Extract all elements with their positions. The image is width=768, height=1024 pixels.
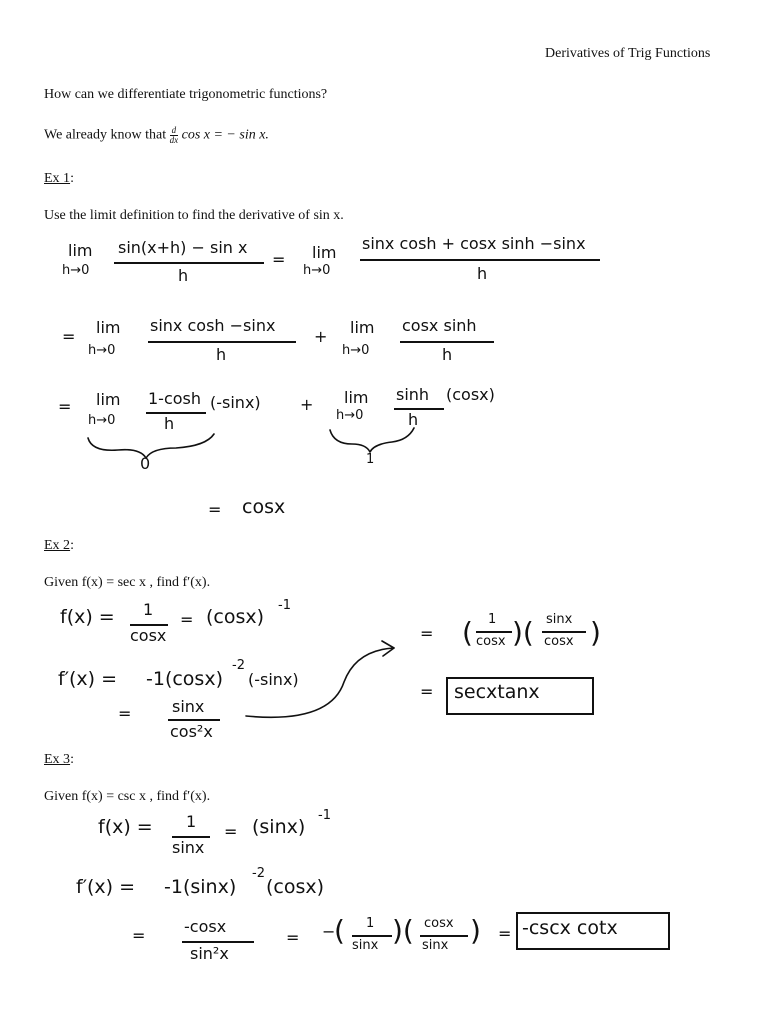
- ex3-step-num: -cosx: [184, 917, 227, 936]
- ex2-power-form: (cosx): [206, 606, 265, 628]
- ex2-neg-one: -1: [278, 598, 291, 613]
- ex1-label: Ex 1:: [44, 171, 74, 186]
- ex3-rhs-sinx-1: sinx: [352, 938, 379, 953]
- ex2-cosx-den: cosx: [130, 626, 167, 645]
- ex3-power-form: (sinx): [252, 816, 306, 838]
- ex2-rhs-paren-close: ): [590, 616, 601, 649]
- ex3-step-eq: =: [132, 926, 146, 945]
- ex1-line3-factor-a: (-sinx): [210, 393, 261, 412]
- ex3-answer: -cscx cotx: [522, 917, 618, 939]
- ex3-fprime-label: f′(x) =: [76, 876, 136, 898]
- ex1-lim-6: lim: [344, 388, 369, 407]
- ex2-step-num: sinx: [172, 697, 205, 716]
- ex2-rhs-paren-mid: )(: [512, 616, 534, 649]
- ex2-one: 1: [143, 600, 154, 619]
- ex2-fprime-tail: (-sinx): [248, 670, 299, 689]
- ex2-rhs-paren-open: (: [462, 616, 473, 649]
- ex1-lim-2: lim: [312, 243, 337, 262]
- ex1-line3-num-b: sinh: [396, 385, 430, 404]
- ex1-lim-5: lim: [96, 390, 121, 409]
- ex1-line2-num-a: sinx cosh −sinx: [150, 316, 276, 335]
- ex1-line1-eq: =: [272, 250, 286, 269]
- ex1-lim-sub-3: h→0: [88, 343, 116, 358]
- ex1-lim-sub-6: h→0: [336, 408, 364, 423]
- ex1-line3-num-a: 1-cosh: [148, 389, 202, 408]
- ex2-step-eq: =: [118, 704, 132, 723]
- ex2-eq-1: =: [180, 610, 194, 629]
- ex1-line1-den-right: h: [477, 264, 488, 283]
- ex1-line2-plus: +: [314, 327, 328, 346]
- ex2-f-label: f(x) =: [60, 606, 115, 628]
- ex2-rhs-sinx: sinx: [546, 612, 573, 627]
- ex1-line1-den-left: h: [178, 266, 189, 285]
- ex3-neg-one: -1: [318, 808, 331, 823]
- intro-question: How can we differentiate trigonometric functions?: [44, 87, 328, 102]
- underbrace-2-limit: [330, 428, 414, 452]
- ex1-line2-den-a: h: [216, 345, 227, 364]
- ex2-answer-eq: =: [420, 682, 434, 701]
- ex2-answer: secxtanx: [454, 681, 540, 703]
- ex1-line3-den-a: h: [164, 414, 175, 433]
- ex1-lim-3: lim: [96, 318, 121, 337]
- ex2-rhs-one: 1: [488, 612, 497, 627]
- ex3-fprime-tail: (cosx): [266, 876, 325, 898]
- ex1-limit-value-b: 1: [366, 452, 375, 467]
- ex1-line2-eq: =: [62, 327, 76, 346]
- ex2-rhs-cosx-2: cosx: [544, 634, 574, 649]
- ex1-lim-1: lim: [68, 241, 93, 260]
- ex2-rhs-cosx-1: cosx: [476, 634, 506, 649]
- ex2-step-den: cos²x: [170, 722, 213, 741]
- ex3-rhs-cosx: cosx: [424, 916, 454, 931]
- ex1-line3-den-b: h: [408, 410, 419, 429]
- ex1-prompt: Use the limit definition to find the derivative of sin x.: [44, 208, 344, 223]
- ex1-lim-4: lim: [350, 318, 375, 337]
- ex1-line2-den-b: h: [442, 345, 453, 364]
- ex1-line1-num-right: sinx cosh + cosx sinh −sinx: [362, 234, 586, 253]
- ex3-paren-open: (: [334, 914, 345, 947]
- ex2-prompt: Given f(x) = sec x , find f′(x).: [44, 575, 211, 590]
- ex3-fprime-expr: -1(sinx): [164, 876, 237, 898]
- ex3-f-label: f(x) =: [98, 816, 153, 838]
- ex3-prompt: Given f(x) = csc x , find f′(x).: [44, 789, 211, 804]
- ex3-sinx-den: sinx: [172, 838, 205, 857]
- ex3-answer-eq: =: [498, 924, 512, 943]
- intro-known-prefix: We already know that: [44, 127, 170, 143]
- ex3-paren-close: ): [470, 914, 481, 947]
- ex1-lim-sub-1: h→0: [62, 263, 90, 278]
- ex2-rhs-eq: =: [420, 624, 434, 643]
- ex3-one: 1: [186, 812, 197, 831]
- ex3-minus: −: [322, 922, 336, 941]
- ex3-neg-two: -2: [252, 866, 265, 881]
- ex1-limit-value-a: 0: [140, 454, 151, 473]
- ex1-line1-num-left: sin(x+h) − sin x: [118, 238, 248, 257]
- ex3-rhs-one: 1: [366, 916, 375, 931]
- ex1-lim-sub-2: h→0: [303, 263, 331, 278]
- ex1-line3-factor-b: (cosx): [446, 385, 495, 404]
- ex3-rhs-sinx-2: sinx: [422, 938, 449, 953]
- ex1-line2-num-b: cosx sinh: [402, 316, 477, 335]
- ex1-line3-plus: +: [300, 395, 314, 414]
- known-derivative-expr: cos x = − sin x.: [181, 127, 269, 143]
- derivative-operator: $\frac{d}{dx}$: [169, 125, 179, 145]
- ex1-result-eq: =: [208, 500, 222, 519]
- ex2-fprime-label: f′(x) =: [58, 668, 118, 690]
- ex1-lim-sub-4: h→0: [342, 343, 370, 358]
- ex3-eq-2: =: [286, 928, 300, 947]
- ex2-neg-two: -2: [232, 658, 245, 673]
- arrow-to-rewrite: [246, 648, 394, 717]
- ex1-lim-sub-5: h→0: [88, 413, 116, 428]
- ex3-label: Ex 3:: [44, 752, 74, 767]
- underbrace-1-limit: [88, 434, 214, 458]
- ex3-step-den: sin²x: [190, 944, 229, 963]
- ex3-paren-mid: )(: [392, 914, 414, 947]
- ex2-label: Ex 2:: [44, 538, 74, 553]
- page-title: Derivatives of Trig Functions: [545, 46, 711, 61]
- ex1-line3-eq: =: [58, 397, 72, 416]
- ex1-result: cosx: [242, 496, 286, 518]
- ex3-eq-1: =: [224, 822, 238, 841]
- ex2-fprime-expr: -1(cosx): [146, 668, 223, 690]
